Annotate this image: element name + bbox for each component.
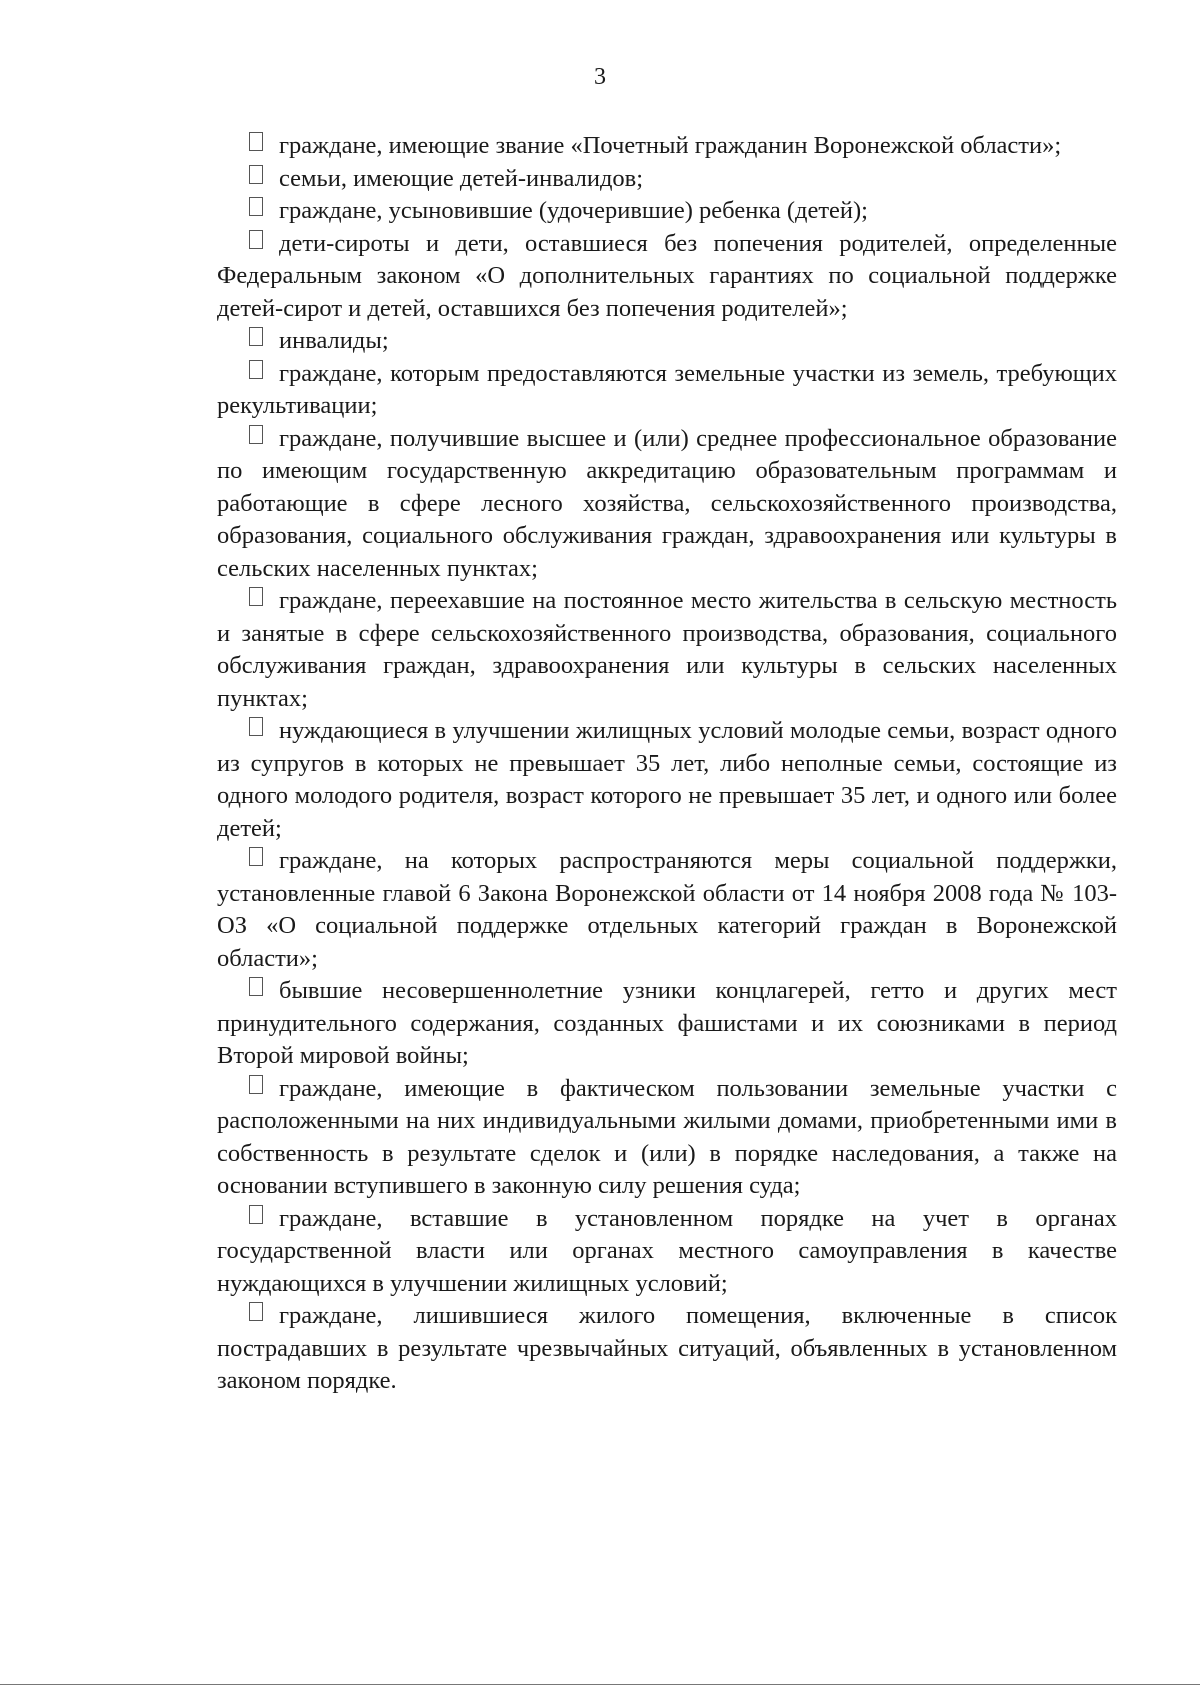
list-item-text: дети-сироты и дети, оставшиеся без попечения родителей, определенные Федеральным законом «О дополнительных гарантиях по социальной поддержке детей-сирот и детей, оставшихся без попечения родителей»; xyxy=(217,229,1117,322)
checkbox-bullet-icon xyxy=(249,327,263,346)
list-item-text: нуждающиеся в улучшении жилищных условий молодые семьи, возраст одного из супругов в которых не превышает 35 лет, либо неполные семьи, состоящие из одного молодого родителя, возраст которого не превышает 35 лет, и одного или более детей; xyxy=(217,717,1117,842)
list-item xyxy=(217,195,1117,228)
checkbox-bullet-icon xyxy=(249,847,263,866)
list-item xyxy=(217,585,1117,715)
checkbox-bullet-icon xyxy=(249,717,263,736)
list-item-text: граждане, имеющие звание «Почетный гражданин Воронежской области»; xyxy=(279,132,1062,159)
checkbox-bullet-icon xyxy=(249,360,263,379)
list-item-text: граждане, усыновившие (удочерившие) ребенка (детей); xyxy=(279,197,868,224)
list-item-text: граждане, которым предоставляются земельные участки из земель, требующих рекультивации; xyxy=(217,359,1117,419)
checkbox-bullet-icon xyxy=(249,132,263,151)
list-item-text: семьи, имеющие детей-инвалидов; xyxy=(279,164,644,192)
list-item xyxy=(217,358,1117,423)
checkbox-bullet-icon xyxy=(249,977,263,996)
body-text xyxy=(217,130,1117,1398)
checkbox-bullet-icon xyxy=(249,1205,263,1224)
checkbox-bullet-icon xyxy=(249,1075,263,1094)
list-item xyxy=(217,715,1117,845)
list-item-text: граждане, на которых распространяются меры социальной поддержки, установленные главой 6 Закона Воронежской области от 14 ноября 2008 года № 103-ОЗ «О социальной поддержке отдельных категорий граждан в Воронежской области»; xyxy=(217,847,1117,972)
bottom-edge-line xyxy=(0,1684,1200,1685)
list-item xyxy=(217,975,1117,1073)
list-item xyxy=(217,163,1117,196)
list-item-text: граждане, лишившиеся жилого помещения, включенные в список пострадавших в результате чрезвычайных ситуаций, объявленных в установленном законом порядке. xyxy=(217,1302,1117,1394)
list-item xyxy=(217,845,1117,975)
list-item xyxy=(217,130,1117,163)
list-item-text: граждане, переехавшие на постоянное место жительства в сельскую местность и занятые в сфере сельскохозяйственного производства, образования, социального обслуживания граждан, здравоохранения или культуры в сельских населенных пунктах; xyxy=(217,587,1117,712)
checkbox-bullet-icon xyxy=(249,197,263,216)
list-item-text: граждане, имеющие в фактическом пользовании земельные участки с расположенными на них индивидуальными жилыми домами, приобретенными ими в собственность в результате сделок и (или) в порядке наследования, а также на основании вступившего в законную силу решения суда; xyxy=(217,1074,1117,1199)
list-item xyxy=(217,423,1117,586)
list-item xyxy=(217,228,1117,326)
list-item xyxy=(217,1300,1117,1398)
page-number: 3 xyxy=(594,64,606,90)
list-item-text: инвалиды; xyxy=(279,327,389,354)
list-item-text: бывшие несовершеннолетние узники концлагерей, гетто и других мест принудительного содержания, созданных фашистами и их союзниками в период Второй мировой войны; xyxy=(217,977,1117,1069)
list-item xyxy=(217,325,1117,358)
list-item-text: граждане, вставшие в установленном порядке на учет в органах государственной власти или органах местного самоуправления в качестве нуждающихся в улучшении жилищных условий; xyxy=(217,1204,1117,1297)
list-item xyxy=(217,1073,1117,1203)
checkbox-bullet-icon xyxy=(249,425,263,444)
list-item xyxy=(217,1203,1117,1301)
checkbox-bullet-icon xyxy=(249,587,263,606)
checkbox-bullet-icon xyxy=(249,230,263,249)
checkbox-bullet-icon xyxy=(249,165,263,184)
checkbox-bullet-icon xyxy=(249,1302,263,1321)
list-item-text: граждане, получившие высшее и (или) среднее профессиональное образование по имеющим государственную аккредитацию образовательным программам и работающие в сфере лесного хозяйства, сельскохозяйственного производства, образования, социального обслуживания граждан, здравоохранения или культуры в сельских населенных пунктах; xyxy=(217,424,1117,582)
